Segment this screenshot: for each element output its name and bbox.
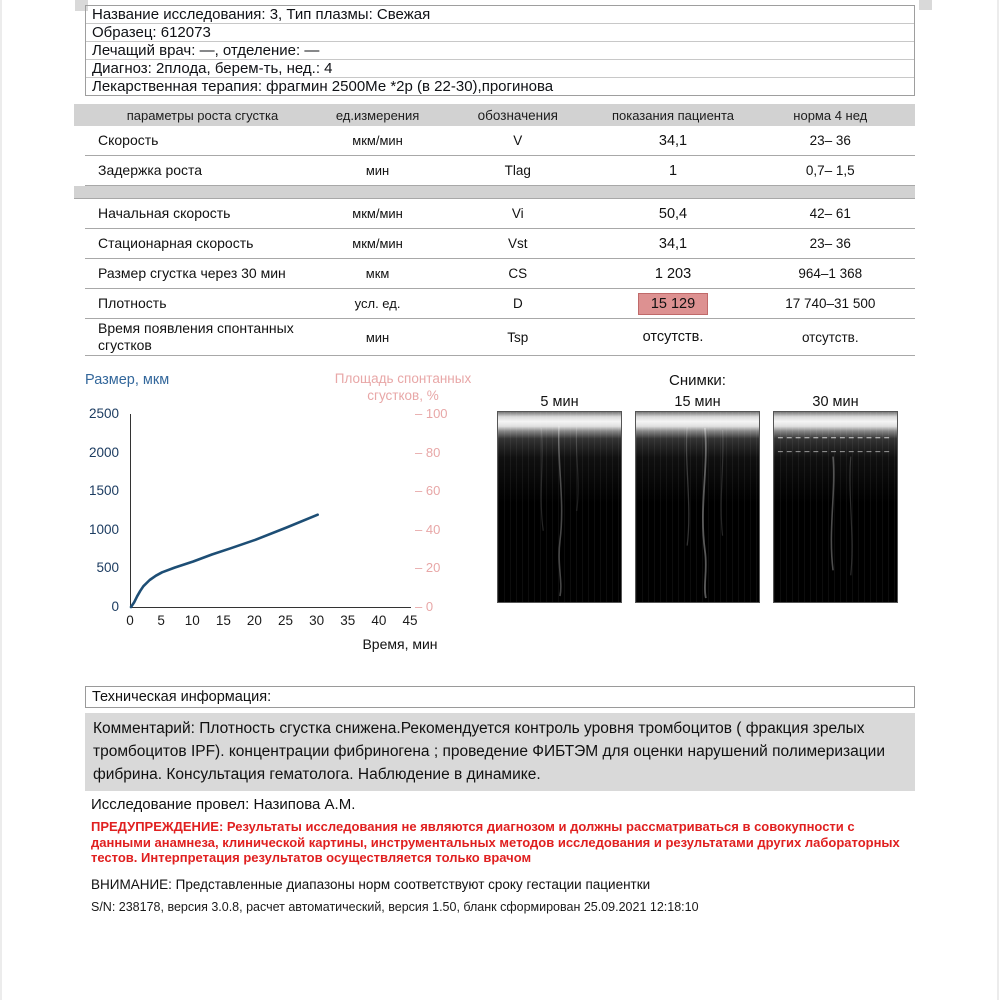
- y-right-tick-label: – 60: [415, 483, 440, 498]
- col-header-norm: норма 4 нед: [793, 107, 868, 123]
- comment-block: Комментарий: Плотность сгустка снижена.Рекомендуется контроль уровня тромбоцитов ( фракция зрелых тромбоцитов IPF). концентрации фибриногена ; проведение ФИБТЭМ для оценки нарушений полимеризации фибрина. Консультация гематолога. Наблюдение в динамике.: [85, 713, 915, 791]
- report-content: [85, 0, 915, 914]
- doctor-line: Лечащий врач: —, отделение: —: [86, 42, 914, 60]
- param-norm: 42– 61: [809, 206, 851, 221]
- param-name: Время появления спонтанных сгустков: [98, 320, 294, 353]
- warning-text: ПРЕДУПРЕЖДЕНИЕ: Результаты исследования не являются диагнозом и должны рассматриваться в совокупности с данными анамнеза, клинической картины, инструментальных методов исследования и результатами других лабораторных тестов. Интерпретация результатов осуществляется только врачом: [91, 819, 900, 865]
- snapshot-image-15min: [635, 411, 760, 603]
- param-unit: мкм/мин: [352, 206, 403, 221]
- param-name: Задержка роста: [98, 162, 203, 178]
- x-tick-label: 5: [157, 613, 165, 628]
- performed-by-line: Исследование провел: Назипова А.М.: [91, 796, 356, 813]
- col-header-symbols: обозначения: [477, 107, 558, 123]
- param-unit: мкм/мин: [352, 236, 403, 251]
- col-header-parameters: параметры роста сгустка: [126, 107, 279, 123]
- param-value: 34,1: [658, 132, 688, 149]
- y-right-tick-label: – 80: [415, 445, 440, 460]
- table-row: [85, 289, 915, 319]
- param-symbol: Vi: [511, 206, 524, 221]
- table-header-row: [74, 104, 915, 126]
- table-separator-band: [74, 186, 915, 199]
- param-unit: мкм: [365, 266, 390, 281]
- snapshot-label-5min: 5 мин: [540, 394, 579, 410]
- serial-footer-line: S/N: 238178, версия 3.0.8, расчет автоматический, версия 1.50, бланк сформирован 25.09.2021 12:18:10: [91, 899, 699, 914]
- attention-text: ВНИМАНИЕ: Представленные диапазоны норм соответствуют сроку гестации пациентки: [91, 876, 651, 892]
- table-row: [85, 229, 915, 259]
- y-right-tick-labels: [415, 406, 463, 614]
- x-axis-title: Время, мин: [362, 636, 438, 652]
- patient-info-block: [85, 5, 915, 96]
- y-right-tick-label: – 20: [415, 560, 440, 575]
- table-row: [85, 259, 915, 289]
- x-tick-label: 40: [371, 613, 387, 628]
- param-symbol: V: [513, 133, 523, 148]
- clot-growth-chart: [131, 414, 411, 607]
- param-norm: отсутств.: [801, 329, 859, 345]
- param-name: Размер сгустка через 30 мин: [98, 265, 286, 281]
- param-name: Скорость: [98, 132, 159, 148]
- param-norm: 964–1 368: [798, 266, 863, 281]
- y-left-tick-label: 500: [96, 560, 119, 576]
- snapshot-streaks: [636, 412, 759, 602]
- table-row: [85, 156, 915, 186]
- param-symbol: Vst: [508, 236, 528, 251]
- snapshot-label-15min: 15 мин: [674, 394, 721, 410]
- table-row: [85, 319, 915, 356]
- y-right-tick-label: – 100: [415, 406, 448, 421]
- snapshot-streaks: [498, 412, 621, 602]
- clot-growth-plot: [130, 414, 411, 608]
- col-header-units: ед.измерения: [335, 107, 420, 123]
- y-right-tick-label: – 40: [415, 522, 440, 537]
- x-tick-label: 35: [340, 613, 356, 628]
- param-name: Стационарная скорость: [98, 235, 254, 251]
- technical-info-box: Техническая информация:: [85, 686, 915, 708]
- param-value: 34,1: [658, 235, 688, 252]
- param-norm: 0,7– 1,5: [805, 163, 855, 178]
- y-left-tick-label: 2000: [88, 444, 119, 460]
- x-tick-label: 20: [246, 613, 262, 628]
- snapshot-streaks: [774, 412, 897, 602]
- param-value: 1 203: [654, 265, 692, 282]
- snapshots-title: Снимки:: [669, 372, 726, 389]
- y-right-tick-label: – 0: [415, 599, 433, 614]
- sample-line: Образец: 612073: [86, 24, 914, 42]
- table-row: [85, 126, 915, 156]
- study-name-line: Название исследования: 3, Тип плазмы: Свежая: [86, 6, 914, 24]
- param-unit: усл. ед.: [354, 296, 401, 311]
- out-of-range-value-highlight: 15 129: [638, 293, 708, 315]
- param-norm: 23– 36: [809, 236, 851, 251]
- param-name: Начальная скорость: [98, 205, 231, 221]
- param-value: 1: [668, 162, 678, 179]
- x-tick-label: 0: [126, 613, 134, 628]
- clot-growth-curve: [131, 515, 318, 607]
- param-symbol: D: [512, 296, 523, 311]
- y-left-tick-labels: [85, 406, 125, 614]
- param-value: отсутств.: [642, 329, 704, 345]
- page-edge-artifact-right: [919, 0, 932, 10]
- right-axis-title: Площадь спонтанных сгустков, %: [334, 371, 472, 403]
- param-symbol: CS: [508, 266, 528, 281]
- chart-and-snapshots-section: [85, 368, 915, 660]
- param-symbol: Tsp: [507, 329, 529, 345]
- param-value: 50,4: [658, 205, 688, 222]
- param-value: [600, 293, 745, 315]
- snapshot-image-30min: [773, 411, 898, 603]
- diagnosis-line: Диагноз: 2плода, берем-ть, нед.: 4: [86, 60, 914, 78]
- param-unit: мин: [365, 329, 390, 345]
- parameters-table: [85, 104, 915, 356]
- left-axis-title: Размер, мкм: [85, 372, 170, 388]
- x-tick-label: 15: [215, 613, 231, 628]
- x-tick-labels: [126, 613, 418, 629]
- param-unit: мкм/мин: [352, 133, 403, 148]
- y-left-tick-label: 2500: [88, 406, 119, 421]
- y-left-tick-label: 1500: [88, 483, 119, 499]
- snapshot-label-30min: 30 мин: [812, 394, 859, 410]
- y-left-tick-label: 1000: [88, 521, 119, 537]
- x-tick-label: 45: [402, 613, 418, 628]
- param-symbol: Tlag: [504, 163, 531, 178]
- x-tick-label: 10: [184, 613, 200, 628]
- param-name: Плотность: [98, 295, 167, 311]
- y-left-tick-label: 0: [111, 599, 119, 614]
- snapshot-image-5min: [497, 411, 622, 603]
- param-unit: мин: [365, 163, 390, 178]
- col-header-patient-values: показания пациента: [611, 107, 735, 123]
- param-norm: 23– 36: [809, 133, 851, 148]
- table-row: [85, 199, 915, 229]
- therapy-line: Лекарственная терапия: фрагмин 2500Ме *2р (в 22-30),прогинова: [92, 78, 554, 95]
- x-tick-label: 30: [309, 613, 325, 628]
- x-tick-label: 25: [278, 613, 294, 628]
- param-norm: 17 740–31 500: [785, 296, 876, 311]
